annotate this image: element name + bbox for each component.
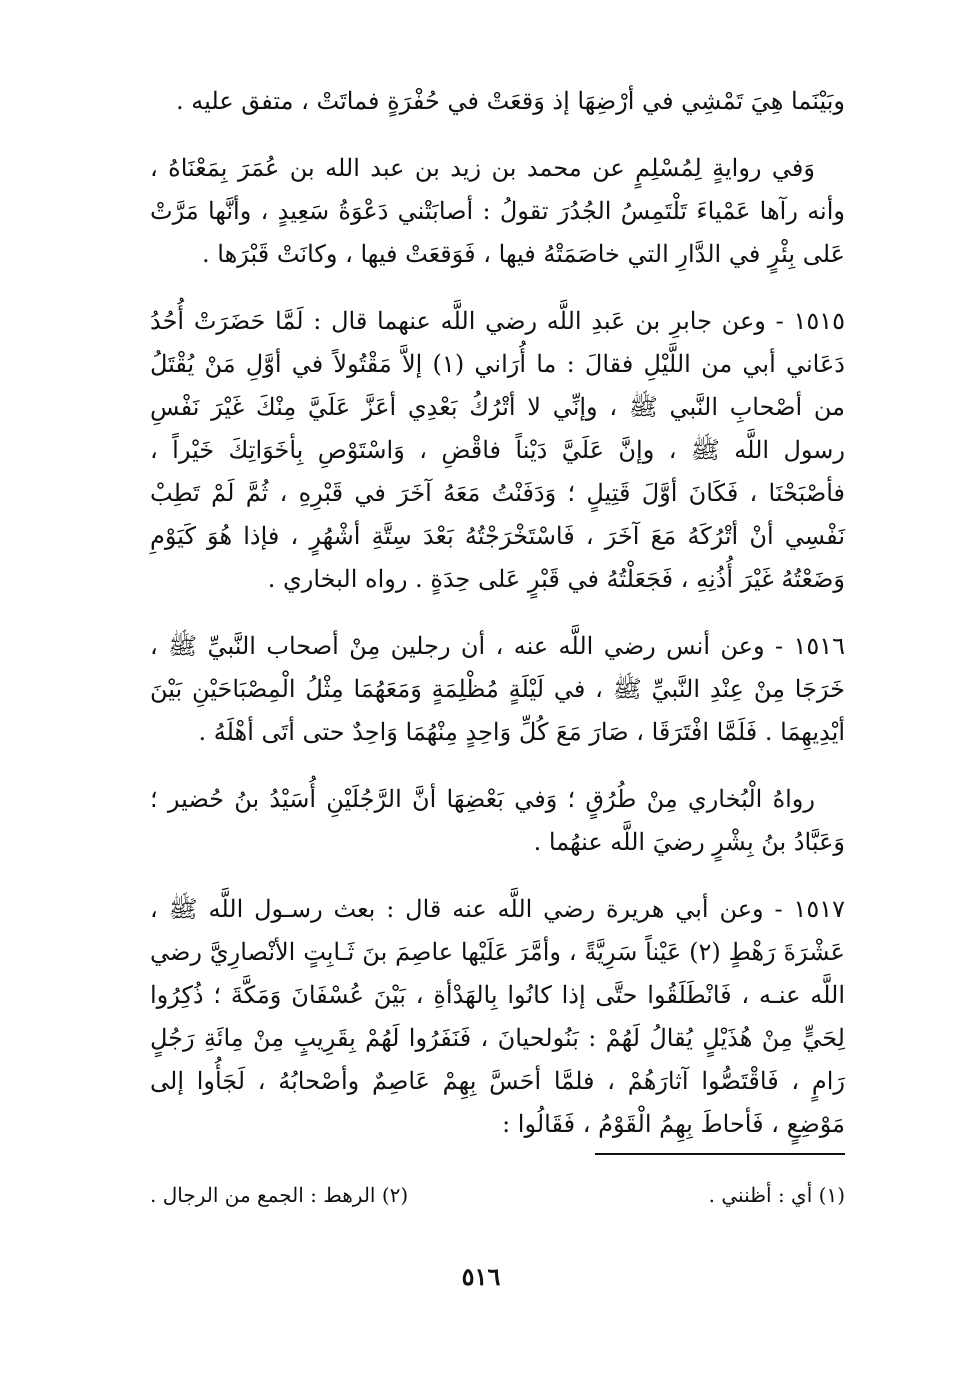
- paragraph-muslim-narration: وَفي روايةٍ لِمُسْلِمٍ عن محمد بن زيد بن عبد الله بن عُمَرَ بِمَعْنَاهُ ، وأنه رآها عَمْياءَ تَلْتَمِسُ الجُدُرَ تقولُ : أصابَتْني دَعْوَةُ سَعِيدٍ ، وأنَّها مَرَّتْ عَلى بِئْرٍ في الدَّارِ التي خاصَمَتْهُ فيها ، فَوَقعَتْ فيها ، وكانَتْ قَبْرَها .: [150, 154, 845, 268]
- page-number: ٥١٦: [461, 1262, 501, 1291]
- hadith-1515: ١٥١٥ - وعن جابرِ بن عَبدِ اللَّه رضي اللَّه عنهما قال : لَمَّا حَضَرَتْ أُحُدُ دَعَاني أبي من اللَّيْلِ فقالَ : ما أُرَاني (١) إلاَّ مَقْتُولاً في أوَّلِ مَنْ يُقْتَلُ من أصْحابِ النَّبي ﷺ ، وإنِّي لا أتْرُكُ بَعْدِي أعَزَّ عَلَيَّ مِنْكَ غَيْرَ نَفْسِ رسول اللَّه ﷺ ، وإنَّ عَلَيَّ دَيْناً فاقْضِ ، وَاسْتَوْصِ بِأخَوَاتِكَ خَيْراً ، فأصْبَحْنَا ، فَكَانَ أوَّلَ قَتِيلٍ ؛ وَدَفَنْتُ مَعَهُ آخَرَ في قَبْرِهِ ، ثُمَّ لَمْ تَطِبْ نَفْسِي أنْ أتْرُكَهُ مَعَ آخَرَ ، فَاسْتَخْرَجْتُهُ بَعْدَ سِتَّةِ أشْهُرٍ ، فإذا هُوَ كَيَوْمِ وَضَعْتُهُ غَيْرَ أُذُنِهِ ، فَجَعَلْتُهُ في قَبْرٍ عَلى حِدَةٍ . رواه البخاري .: [150, 307, 846, 593]
- main-text: [150, 80, 845, 1170]
- footnote-1: (١) أي : أظنني .: [708, 1183, 845, 1207]
- footnote-2: (٢) الرهط : الجمع من الرجال .: [150, 1183, 409, 1207]
- paragraph-continuation: وبَيْنَما هِيَ تَمْشِي في أرْضِهَا إذ وَقعَتْ في حُفْرَةٍ فماتَتْ ، متفق عليه .: [176, 87, 845, 115]
- footnote-divider: [595, 1153, 845, 1155]
- paragraph-bukhari-narration: رواهُ الْبُخاري مِنْ طُرُقٍ ؛ وَفي بَعْضِهَا أنَّ الرَّجُلَيْنِ أُسَيْدُ بنُ حُضير ؛ وَعَبَّادُ بنُ بِشْرٍ رضيَ اللَّه عنهُما .: [150, 785, 845, 856]
- hadith-1516: ١٥١٦ - وعن أنس رضي اللَّه عنه ، أن رجلين مِنْ أصحاب النَّبيِّ ﷺ ، خَرَجَا مِنْ عِنْدِ النَّبيِّ ﷺ ، في لَيْلَةٍ مُظْلِمَةٍ وَمَعَهُمَا مِثْلُ الْمِصْبَاحَيْنِ بَيْنَ أيْدِيهِمَا . فَلَمَّا افْتَرَقَا ، صَارَ مَعَ كُلِّ وَاحِدٍ مِنْهُمَا وَاحِدٌ حتى أتَى أهْلَهُ .: [150, 632, 845, 746]
- hadith-1517: ١٥١٧ - وعن أبي هريرة رضي اللَّه عنه قال : بعث رسـول اللَّه ﷺ ، عَشْرَةَ رَهْطٍ (٢) عَيْناً سَرِيَّةً ، وأمَّرَ عَلَيْها عاصِمَ بنَ ثَـابِتٍ الأنْصارِيَّ رضي اللَّه عنـه ، فَانْطَلَقُوا حتَّى إذا كانُوا بِالهَدْأةِ ، بَيْنَ عُسْفَانَ وَمَكَّةَ ؛ ذُكِرُوا لِحَيٍّ مِنْ هُذَيْلٍ يُقالُ لَهُمْ : بَنُولحيانَ ، فَنَفَرُوا لَهُمْ بِقَرِيبٍ مِنْ مِائَةِ رَجُلٍ رَامٍ ، فَاقْتَصُّوا آثارَهُمْ ، فلمَّا أحَسَّ بِهِمْ عَاصِمٌ وأصْحابُهُ ، لَجَأُوا إلى مَوْضِعٍ ، فَأحاطَ بِهِمُ الْقَوْمُ ، فَقَالُوا :: [150, 895, 845, 1138]
- footnote-spacer: [528, 1180, 588, 1210]
- footnotes: [150, 1180, 845, 1210]
